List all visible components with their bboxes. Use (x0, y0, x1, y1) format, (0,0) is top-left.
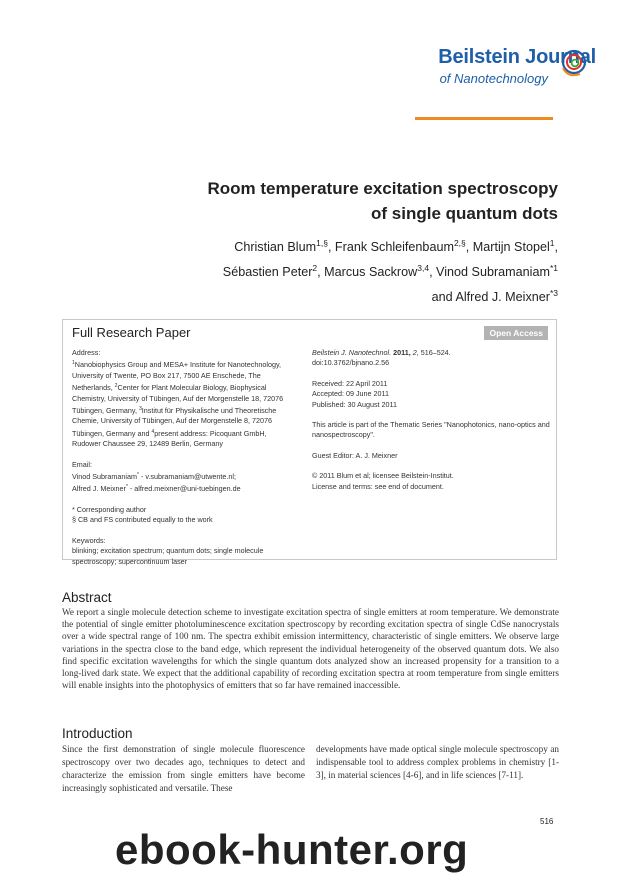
author: , Frank Schleifenbaum (327, 240, 454, 254)
introduction-heading: Introduction (62, 726, 133, 741)
citation-year: 2011, (393, 348, 411, 357)
thematic-series: This article is part of the Thematic Series "Nanophotonics, nano-optics and nanospectroscopy". (312, 420, 550, 440)
affiliation-number: 1 (72, 360, 75, 367)
email-link[interactable]: - v.subramaniam@utwente.nl; (138, 472, 236, 482)
affiliation-number: 3 (138, 406, 142, 413)
keywords-label: Keywords: (72, 535, 106, 545)
author: and Alfred J. Meixner (431, 290, 550, 304)
keywords: blinking; excitation spectrum; quantum dots; single molecule spectroscopy; supercontinuum laser (72, 546, 264, 566)
email-block (72, 460, 287, 495)
address-label: Address: (72, 348, 101, 357)
abstract-text: We report a single molecule detection scheme to investigate excitation spectra of single emitters at room temperature. We demonstrate the potential of single emitter photoluminescence excitation spectroscopy by recording excitation spectra of single CdSe nanocrystals over a wide spectral range of 100 nm. The spectra exhibit emission intermittency, characteristic of single emitters. We observe large variations in the spectra close to the band edge, which represent the individual heterogeneity of the observed quantum dots. We also find specific excitation wavelengths for which the single quantum dots analyzed show an increased propensity for a transition to a long-lived dark state. We expect that the additional capability of recording excitation spectra at room temperature from single emitters will enable insights into the photophysics of emitters that so far have remained inaccessible. (62, 607, 559, 691)
article-type: Full Research Paper (72, 325, 191, 340)
intro-column-left: Since the first demonstration of single molecule fluorescence spectroscopy over two decades ago, techniques to detect and characterize the emission from single emitters have become increasingly sophisticated and versatile. These (62, 744, 305, 793)
affiliation-mark: 2 (312, 263, 318, 273)
author: Christian Blum (234, 240, 317, 254)
affiliation-mark: 2,§ (453, 238, 466, 248)
license-block (312, 471, 552, 492)
author: , Martijn Stopel (465, 240, 550, 254)
affiliation-mark: 3,4 (417, 263, 430, 273)
title-line: Room temperature excitation spectroscopy (207, 179, 558, 198)
article-info-box (62, 319, 557, 566)
abstract-heading: Abstract (62, 590, 112, 605)
citation-volume: 2, (412, 348, 419, 357)
citation-block (312, 348, 552, 369)
journal-subtitle: of Nanotechnology (439, 71, 548, 86)
author: , Marcus Sackrow (317, 265, 418, 279)
email-author: Vinod Subramaniam (72, 472, 137, 482)
affiliation-mark: 1,§ (316, 238, 328, 248)
author: Sébastien Peter (222, 265, 313, 279)
email-label: Email: (72, 459, 92, 469)
accepted-date: Accepted: 09 June 2011 (312, 389, 389, 399)
corresponding-note: * Corresponding author (72, 504, 147, 514)
info-left-column (72, 348, 287, 577)
citation-pages: 516–524. (420, 348, 451, 357)
copyright: © 2011 Blum et al; licensee Beilstein-Institut. (312, 471, 454, 481)
published-date: Published: 30 August 2011 (312, 399, 397, 409)
open-access-badge[interactable]: Open Access (484, 326, 548, 340)
notes-block (72, 505, 287, 526)
article-title (138, 176, 558, 226)
affiliation-mark: *3 (549, 288, 558, 298)
intro-column-right: developments have made optical single molecule spectroscopy an indispensable tool to address complex problems in chemistry [1-3], in material sciences [4-6], and in life sciences [7-11]. (316, 744, 559, 780)
address-block (72, 348, 287, 450)
dates-block (312, 379, 552, 410)
affiliation-number: 4 (151, 428, 155, 435)
citation-journal: Beilstein J. Nanotechnol. (312, 348, 392, 357)
doi-link[interactable]: doi:10.3762/bjnano.2.56 (312, 358, 390, 368)
author-line (118, 283, 558, 308)
affiliation-text: Nanobiophysics Group and MESA+ Institute for Nanotechnology, University of Twente, PO Box 217, 7500 AE Enschede, The Netherlands, (72, 360, 282, 393)
corresponding-mark: * (137, 472, 139, 479)
license-terms: License and terms: see end of document. (312, 481, 444, 491)
author-list (118, 233, 558, 308)
logo-rule (415, 117, 553, 120)
watermark: ebook-hunter.org (115, 826, 469, 873)
affiliation-mark: 1 (549, 238, 555, 248)
keywords-block (72, 536, 287, 567)
info-right-column (312, 348, 552, 502)
title-line: of single quantum dots (371, 204, 558, 223)
author-line (118, 258, 558, 283)
guest-editor: Guest Editor: A. J. Meixner (312, 450, 398, 460)
equal-contribution-note: § CB and FS contributed equally to the work (72, 515, 213, 525)
author: , Vinod Subramaniam (429, 265, 550, 279)
affiliation-number: 2 (114, 383, 118, 390)
page-number: 516 (540, 817, 554, 826)
beilstein-swirl-icon (560, 48, 588, 80)
affiliation-text: Institut für Physikalische und Theoretische Chemie, University of Tübingen, Auf der Morgenstelle 8, 72076 Tübingen, Germany and (72, 406, 277, 438)
received-date: Received: 22 April 2011 (312, 378, 388, 388)
affiliation-mark: *1 (549, 263, 558, 273)
separator: , (554, 240, 558, 254)
journal-name: Beilstein Journal (438, 46, 596, 68)
email-author: Alfred J. Meixner (72, 484, 126, 494)
affiliation-text: present address: Picoquant GmbH, Rudower Chaussee 29, 12489 Berlin, Germany (72, 428, 267, 449)
author-line (118, 233, 558, 258)
email-link[interactable]: - alfred.meixner@uni-tuebingen.de (127, 484, 241, 494)
affiliation-text: Center for Plant Molecular Biology, Biophysical Chemistry, University of Tübingen, Auf der Morgenstelle 18, 72076 Tübingen, Germany, (72, 383, 284, 416)
corresponding-mark: * (125, 484, 128, 491)
